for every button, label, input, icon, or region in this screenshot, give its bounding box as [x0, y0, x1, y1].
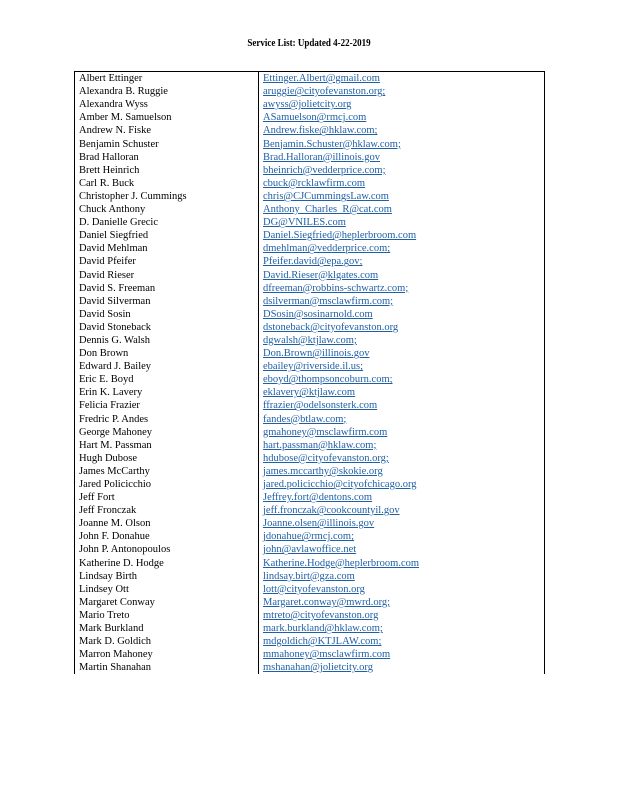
- contact-email-link[interactable]: mmahoney@msclawfirm.com: [259, 648, 545, 661]
- table-row: [75, 635, 545, 648]
- table-row: [75, 609, 545, 622]
- contact-name: Lindsay Birth: [75, 570, 259, 583]
- contact-email-link[interactable]: Anthony_Charles_R@cat.com: [259, 203, 545, 216]
- table-row: [75, 308, 545, 321]
- contact-name: Carl R. Buck: [75, 177, 259, 190]
- contact-email-link[interactable]: eklavery@ktjlaw.com: [259, 386, 545, 399]
- table-row: [75, 426, 545, 439]
- contact-name: Edward J. Bailey: [75, 360, 259, 373]
- table-row: [75, 295, 545, 308]
- contact-email-link[interactable]: mtreto@cityofevanston.org: [259, 609, 545, 622]
- contact-name: Daniel Siegfried: [75, 229, 259, 242]
- contact-email-link[interactable]: Pfeifer.david@epa.gov;: [259, 255, 545, 268]
- contact-name: John F. Donahue: [75, 530, 259, 543]
- contact-email-link[interactable]: Daniel.Siegfried@heplerbroom.com: [259, 229, 545, 242]
- contact-name: Brett Heinrich: [75, 164, 259, 177]
- contact-name: Lindsey Ott: [75, 583, 259, 596]
- contact-email-link[interactable]: dfreeman@robbins-schwartz.com;: [259, 282, 545, 295]
- table-row: [75, 203, 545, 216]
- contact-name: David Silverman: [75, 295, 259, 308]
- table-row: [75, 596, 545, 609]
- contact-email-link[interactable]: dmehlman@vedderprice.com;: [259, 242, 545, 255]
- contact-name: Amber M. Samuelson: [75, 111, 259, 124]
- contact-name: Jeff Fronczak: [75, 504, 259, 517]
- table-row: [75, 648, 545, 661]
- contact-email-link[interactable]: hdubose@cityofevanston.org;: [259, 452, 545, 465]
- contact-name: Mark Burkland: [75, 622, 259, 635]
- table-row: [75, 530, 545, 543]
- table-row: [75, 85, 545, 98]
- contact-name: Erin K. Lavery: [75, 386, 259, 399]
- contact-name: Christopher J. Cummings: [75, 190, 259, 203]
- table-row: [75, 478, 545, 491]
- contact-email-link[interactable]: dgwalsh@ktjlaw.com;: [259, 334, 545, 347]
- contact-email-link[interactable]: Jeffrey.fort@dentons.com: [259, 491, 545, 504]
- contact-email-link[interactable]: james.mccarthy@skokie.org: [259, 465, 545, 478]
- contact-email-link[interactable]: fandes@btlaw.com;: [259, 412, 545, 425]
- contact-email-link[interactable]: cbuck@rcklawfirm.com: [259, 177, 545, 190]
- table-row: [75, 517, 545, 530]
- contact-name: Dennis G. Walsh: [75, 334, 259, 347]
- contact-email-link[interactable]: ffrazier@odelsonsterk.com: [259, 399, 545, 412]
- contact-name: Hugh Dubose: [75, 452, 259, 465]
- table-row: [75, 282, 545, 295]
- contact-name: Margaret Conway: [75, 596, 259, 609]
- table-row: [75, 556, 545, 569]
- table-row: [75, 543, 545, 556]
- contact-email-link[interactable]: awyss@jolietcity.org: [259, 98, 545, 111]
- table-row: [75, 452, 545, 465]
- contact-name: D. Danielle Grecic: [75, 216, 259, 229]
- contact-email-link[interactable]: lindsay.birt@gza.com: [259, 570, 545, 583]
- contact-name: Fredric P. Andes: [75, 412, 259, 425]
- table-row: [75, 242, 545, 255]
- table-row: [75, 373, 545, 386]
- table-row: [75, 190, 545, 203]
- table-row: [75, 255, 545, 268]
- table-row: [75, 439, 545, 452]
- contact-email-link[interactable]: john@avlawoffice.net: [259, 543, 545, 556]
- contact-name: Don Brown: [75, 347, 259, 360]
- contact-email-link[interactable]: mshanahan@jolietcity.org: [259, 661, 545, 674]
- contact-email-link[interactable]: Joanne.olsen@illinois.gov: [259, 517, 545, 530]
- table-row: [75, 216, 545, 229]
- contact-email-link[interactable]: DG@VNILES.com: [259, 216, 545, 229]
- table-row: [75, 661, 545, 674]
- table-row: [75, 321, 545, 334]
- contact-name: David S. Freeman: [75, 282, 259, 295]
- contact-name: Chuck Anthony: [75, 203, 259, 216]
- table-row: [75, 111, 545, 124]
- table-row: [75, 229, 545, 242]
- contact-name: Brad Halloran: [75, 151, 259, 164]
- contact-name: Alexandra Wyss: [75, 98, 259, 111]
- contact-name: Mario Treto: [75, 609, 259, 622]
- contact-email-link[interactable]: hart.passman@hklaw.com;: [259, 439, 545, 452]
- contact-name: David Mehlman: [75, 242, 259, 255]
- contact-name: David Rieser: [75, 268, 259, 281]
- contact-name: David Stoneback: [75, 321, 259, 334]
- table-row: [75, 622, 545, 635]
- contact-email-link[interactable]: bheinrich@vedderprice.com;: [259, 164, 545, 177]
- contact-email-link[interactable]: Benjamin.Schuster@hklaw.com;: [259, 137, 545, 150]
- contact-name: Martin Shanahan: [75, 661, 259, 674]
- table-row: [75, 98, 545, 111]
- contact-email-link[interactable]: jdonahue@rmcj.com;: [259, 530, 545, 543]
- table-row: [75, 504, 545, 517]
- contact-email-link[interactable]: Margaret.conway@mwrd.org;: [259, 596, 545, 609]
- table-row: [75, 465, 545, 478]
- contact-name: Joanne M. Olson: [75, 517, 259, 530]
- table-row: [75, 177, 545, 190]
- contact-name: John P. Antonopoulos: [75, 543, 259, 556]
- contact-name: Katherine D. Hodge: [75, 556, 259, 569]
- contact-name: Jeff Fort: [75, 491, 259, 504]
- contact-name: James McCarthy: [75, 465, 259, 478]
- contact-name: Felicia Frazier: [75, 399, 259, 412]
- contact-email-link[interactable]: eboyd@thompsoncoburn.com;: [259, 373, 545, 386]
- contact-email-link[interactable]: Katherine.Hodge@heplerbroom.com: [259, 556, 545, 569]
- service-list-table: [74, 71, 545, 674]
- table-row: [75, 491, 545, 504]
- table-row: [75, 583, 545, 596]
- table-row: [75, 164, 545, 177]
- contact-email-link[interactable]: dstoneback@cityofevanston.org: [259, 321, 545, 334]
- contact-name: Alexandra B. Ruggie: [75, 85, 259, 98]
- contact-email-link[interactable]: ASamuelson@rmcj.com: [259, 111, 545, 124]
- table-row: [75, 334, 545, 347]
- contact-email-link[interactable]: ebailey@riverside.il.us;: [259, 360, 545, 373]
- contact-name: Hart M. Passman: [75, 439, 259, 452]
- contact-email-link[interactable]: jared.policicchio@cityofchicago.org: [259, 478, 545, 491]
- contact-name: Eric E. Boyd: [75, 373, 259, 386]
- contact-email-link[interactable]: lott@cityofevanston.org: [259, 583, 545, 596]
- table-row: [75, 124, 545, 137]
- table-row: [75, 151, 545, 164]
- contact-name: Benjamin Schuster: [75, 137, 259, 150]
- contact-name: David Sosin: [75, 308, 259, 321]
- contact-email-link[interactable]: gmahoney@msclawfirm.com: [259, 426, 545, 439]
- table-row: [75, 570, 545, 583]
- contact-email-link[interactable]: David.Rieser@klgates.com: [259, 268, 545, 281]
- contact-name: Albert Ettinger: [75, 72, 259, 86]
- service-list-rows: [75, 72, 545, 675]
- contact-email-link[interactable]: aruggie@cityofevanston.org;: [259, 85, 545, 98]
- table-row: [75, 399, 545, 412]
- contact-email-link[interactable]: chris@CJCummingsLaw.com: [259, 190, 545, 203]
- contact-email-link[interactable]: mdgoldich@KTJLAW.com;: [259, 635, 545, 648]
- contact-name: George Mahoney: [75, 426, 259, 439]
- contact-email-link[interactable]: dsilverman@msclawfirm.com;: [259, 295, 545, 308]
- table-row: [75, 137, 545, 150]
- contact-email-link[interactable]: Ettinger.Albert@gmail.com: [259, 72, 545, 86]
- table-row: [75, 268, 545, 281]
- contact-name: Jared Policicchio: [75, 478, 259, 491]
- contact-name: Mark D. Goldich: [75, 635, 259, 648]
- table-row: [75, 360, 545, 373]
- contact-email-link[interactable]: DSosin@sosinarnold.com: [259, 308, 545, 321]
- contact-name: Marron Mahoney: [75, 648, 259, 661]
- contact-name: Andrew N. Fiske: [75, 124, 259, 137]
- table-row: [75, 386, 545, 399]
- contact-email-link[interactable]: mark.burkland@hklaw.com;: [259, 622, 545, 635]
- contact-email-link[interactable]: Andrew.fiske@hklaw.com;: [259, 124, 545, 137]
- table-row: [75, 72, 545, 86]
- contact-email-link[interactable]: jeff.fronczak@cookcountyil.gov: [259, 504, 545, 517]
- table-row: [75, 412, 545, 425]
- contact-email-link[interactable]: Brad.Halloran@illinois.gov: [259, 151, 545, 164]
- table-row: [75, 347, 545, 360]
- contact-email-link[interactable]: Don.Brown@illinois.gov: [259, 347, 545, 360]
- page-title: Service List: Updated 4-22-2019: [247, 38, 371, 49]
- contact-name: David Pfeifer: [75, 255, 259, 268]
